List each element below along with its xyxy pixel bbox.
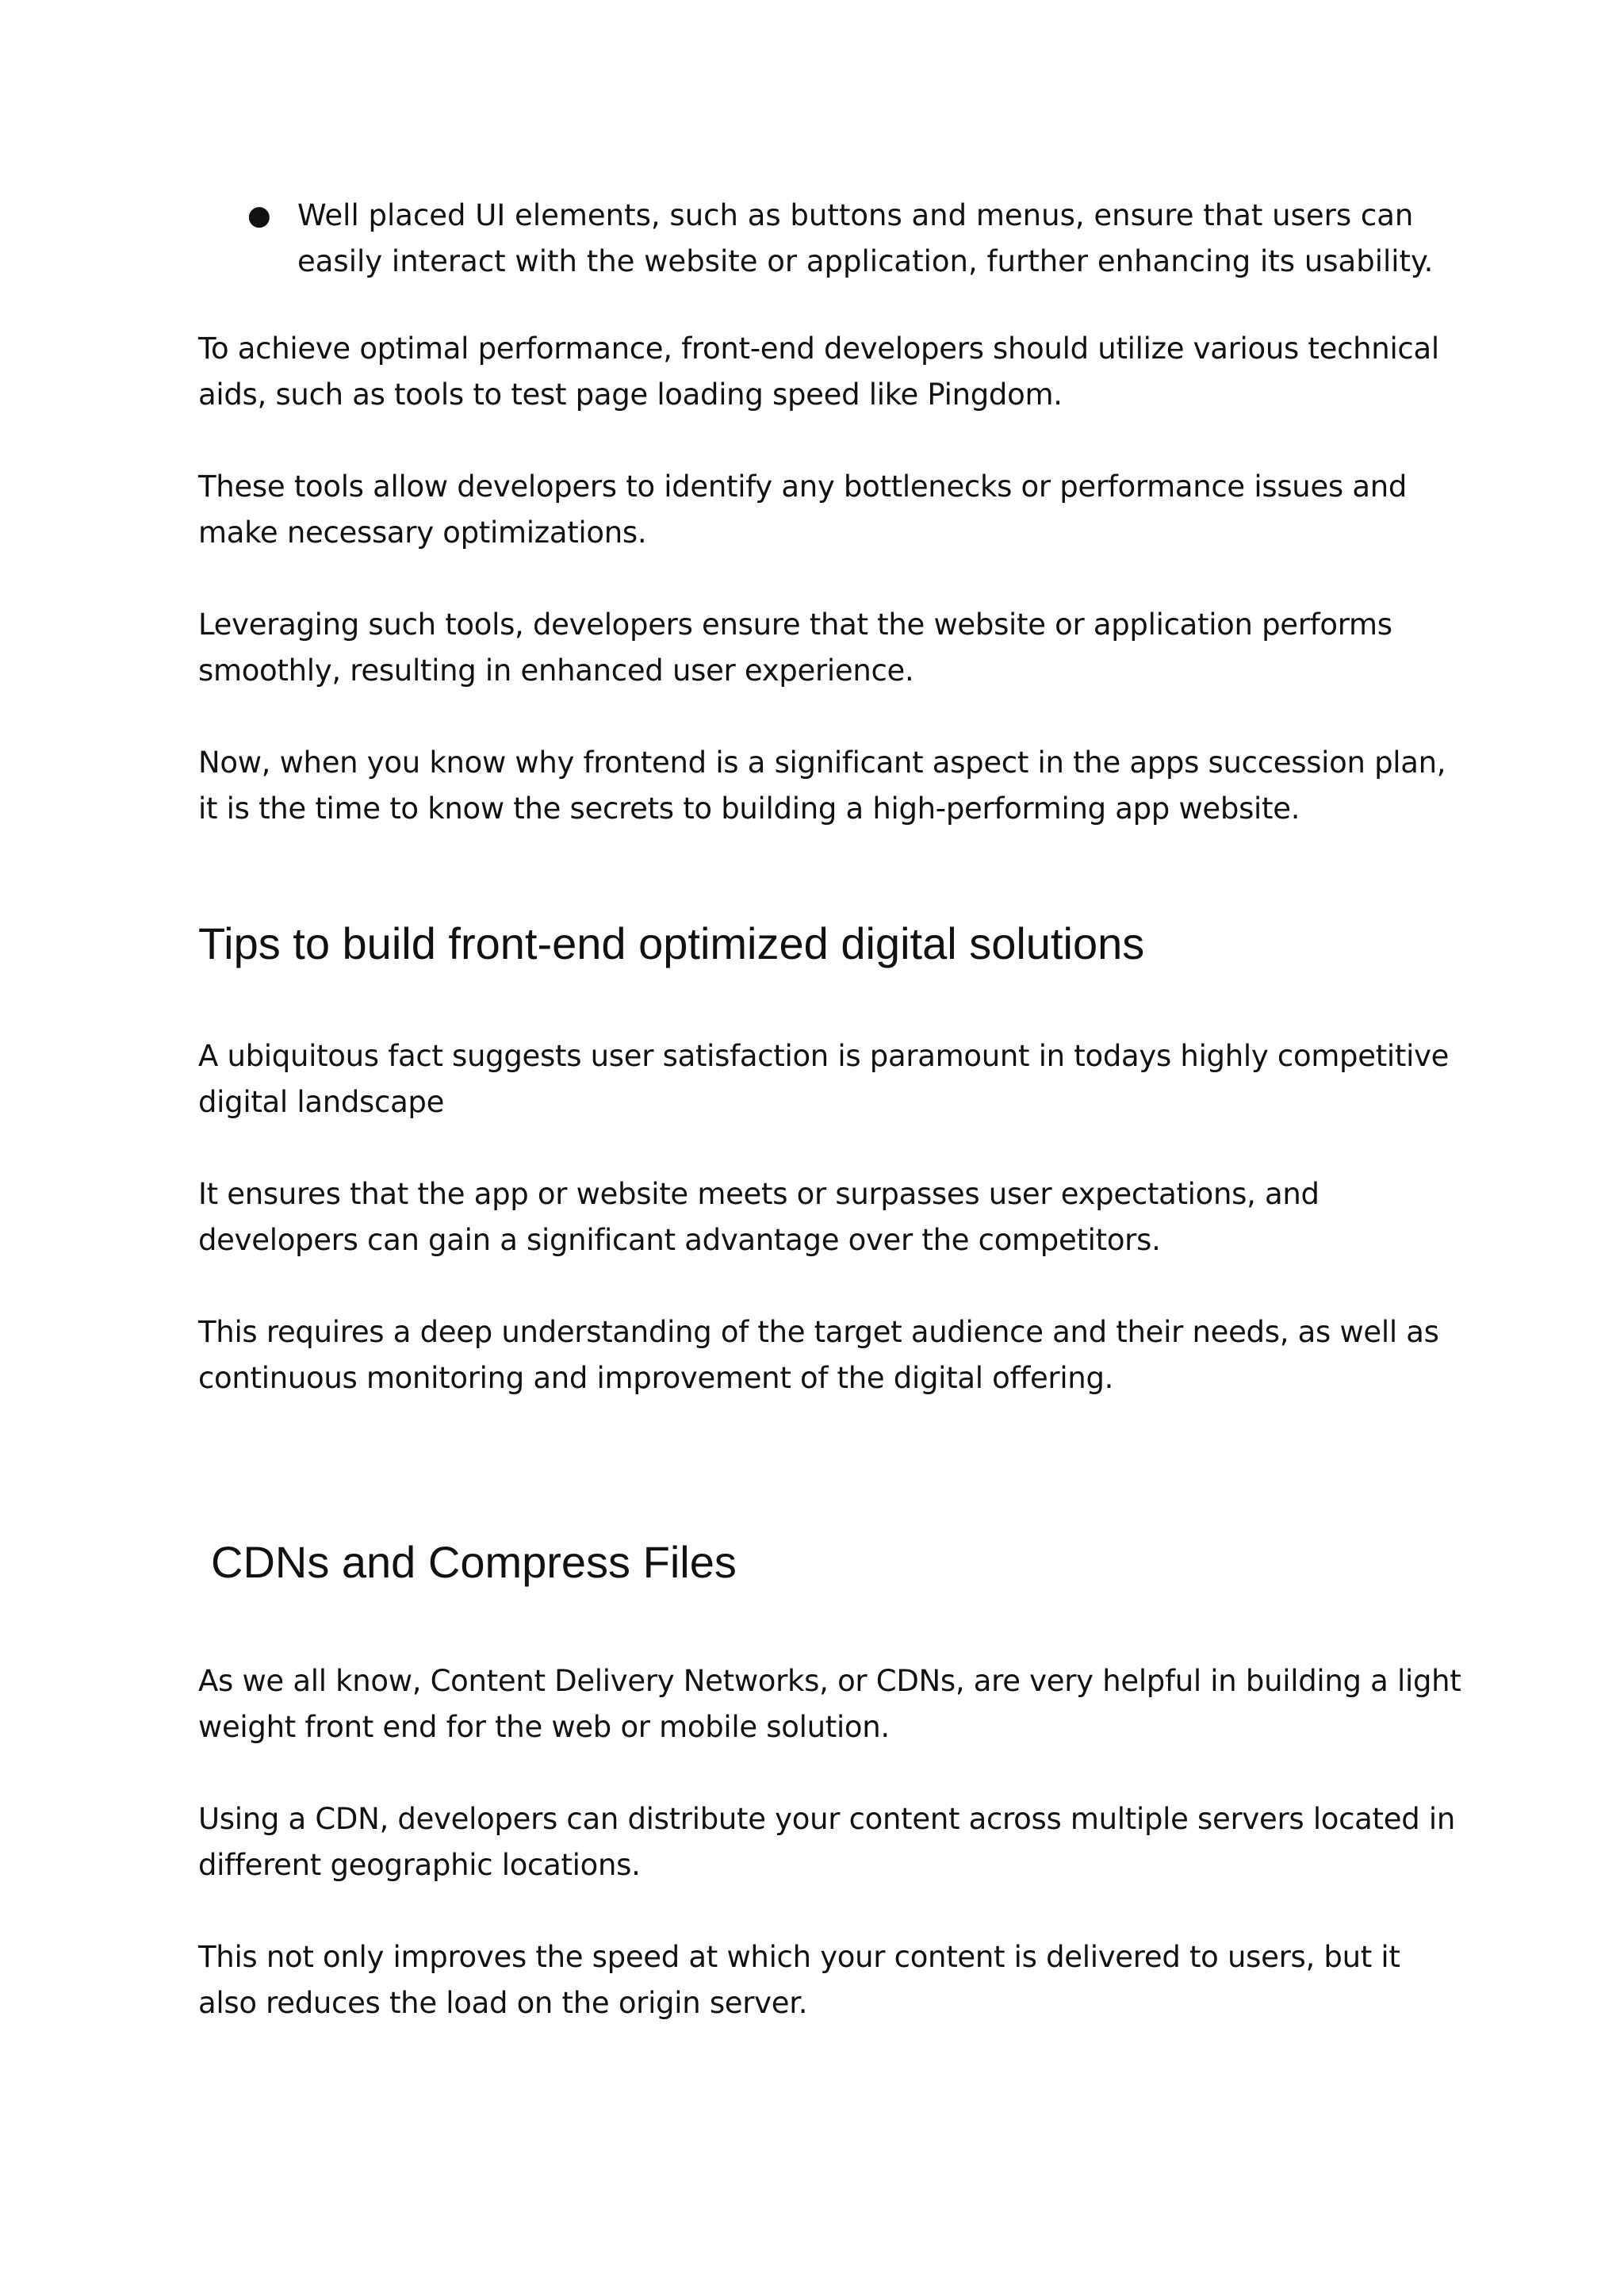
paragraph-cdn-speed: This not only improves the speed at which your content is delivered to users, but it also reduces the load on the origin server. [198,1940,1400,2020]
paragraph-cdn-distribution: Using a CDN, developers can distribute your content across multiple servers located in different geographic locations. [198,1802,1456,1882]
bullet-item [198,193,1467,285]
paragraph-frontend-significance: Now, when you know why frontend is a significant aspect in the apps succession plan, it is the time to know the secrets to building a high-performing app website. [198,746,1446,826]
paragraph-target-audience: This requires a deep understanding of the target audience and their needs, as well as continuous monitoring and improvement of the digital offering. [198,1315,1439,1395]
paragraph-cdn-intro: As we all know, Content Delivery Networks, or CDNs, are very helpful in building a light weight front end for the web or mobile solution. [198,1664,1461,1744]
paragraph-user-satisfaction: A ubiquitous fact suggests user satisfaction is paramount in todays highly competitive digital landscape [198,1039,1450,1119]
heading-tips: Tips to build front-end optimized digital solutions [198,918,1145,968]
bullet-dot-icon: ● [247,200,271,232]
document-body [198,193,1467,2072]
paragraph-leveraging-tools: Leveraging such tools, developers ensure that the website or application performs smoothly, resulting in enhanced user experience. [198,608,1392,688]
paragraph-bottlenecks: These tools allow developers to identify any bottlenecks or performance issues and make necessary optimizations. [198,470,1408,550]
heading-cdns: CDNs and Compress Files [211,1537,737,1587]
paragraph-user-expectations: It ensures that the app or website meets or surpasses user expectations, and developers can gain a significant advantage over the competitors. [198,1177,1320,1257]
bullet-text: Well placed UI elements, such as buttons and menus, ensure that users can easily interact with the website or application, further enhancing its usability. [297,198,1434,278]
paragraph-performance-tools: To achieve optimal performance, front-end developers should utilize various technical aids, such as tools to test page loading speed like Pingdom. [198,332,1439,412]
bullet-list [198,193,1467,285]
